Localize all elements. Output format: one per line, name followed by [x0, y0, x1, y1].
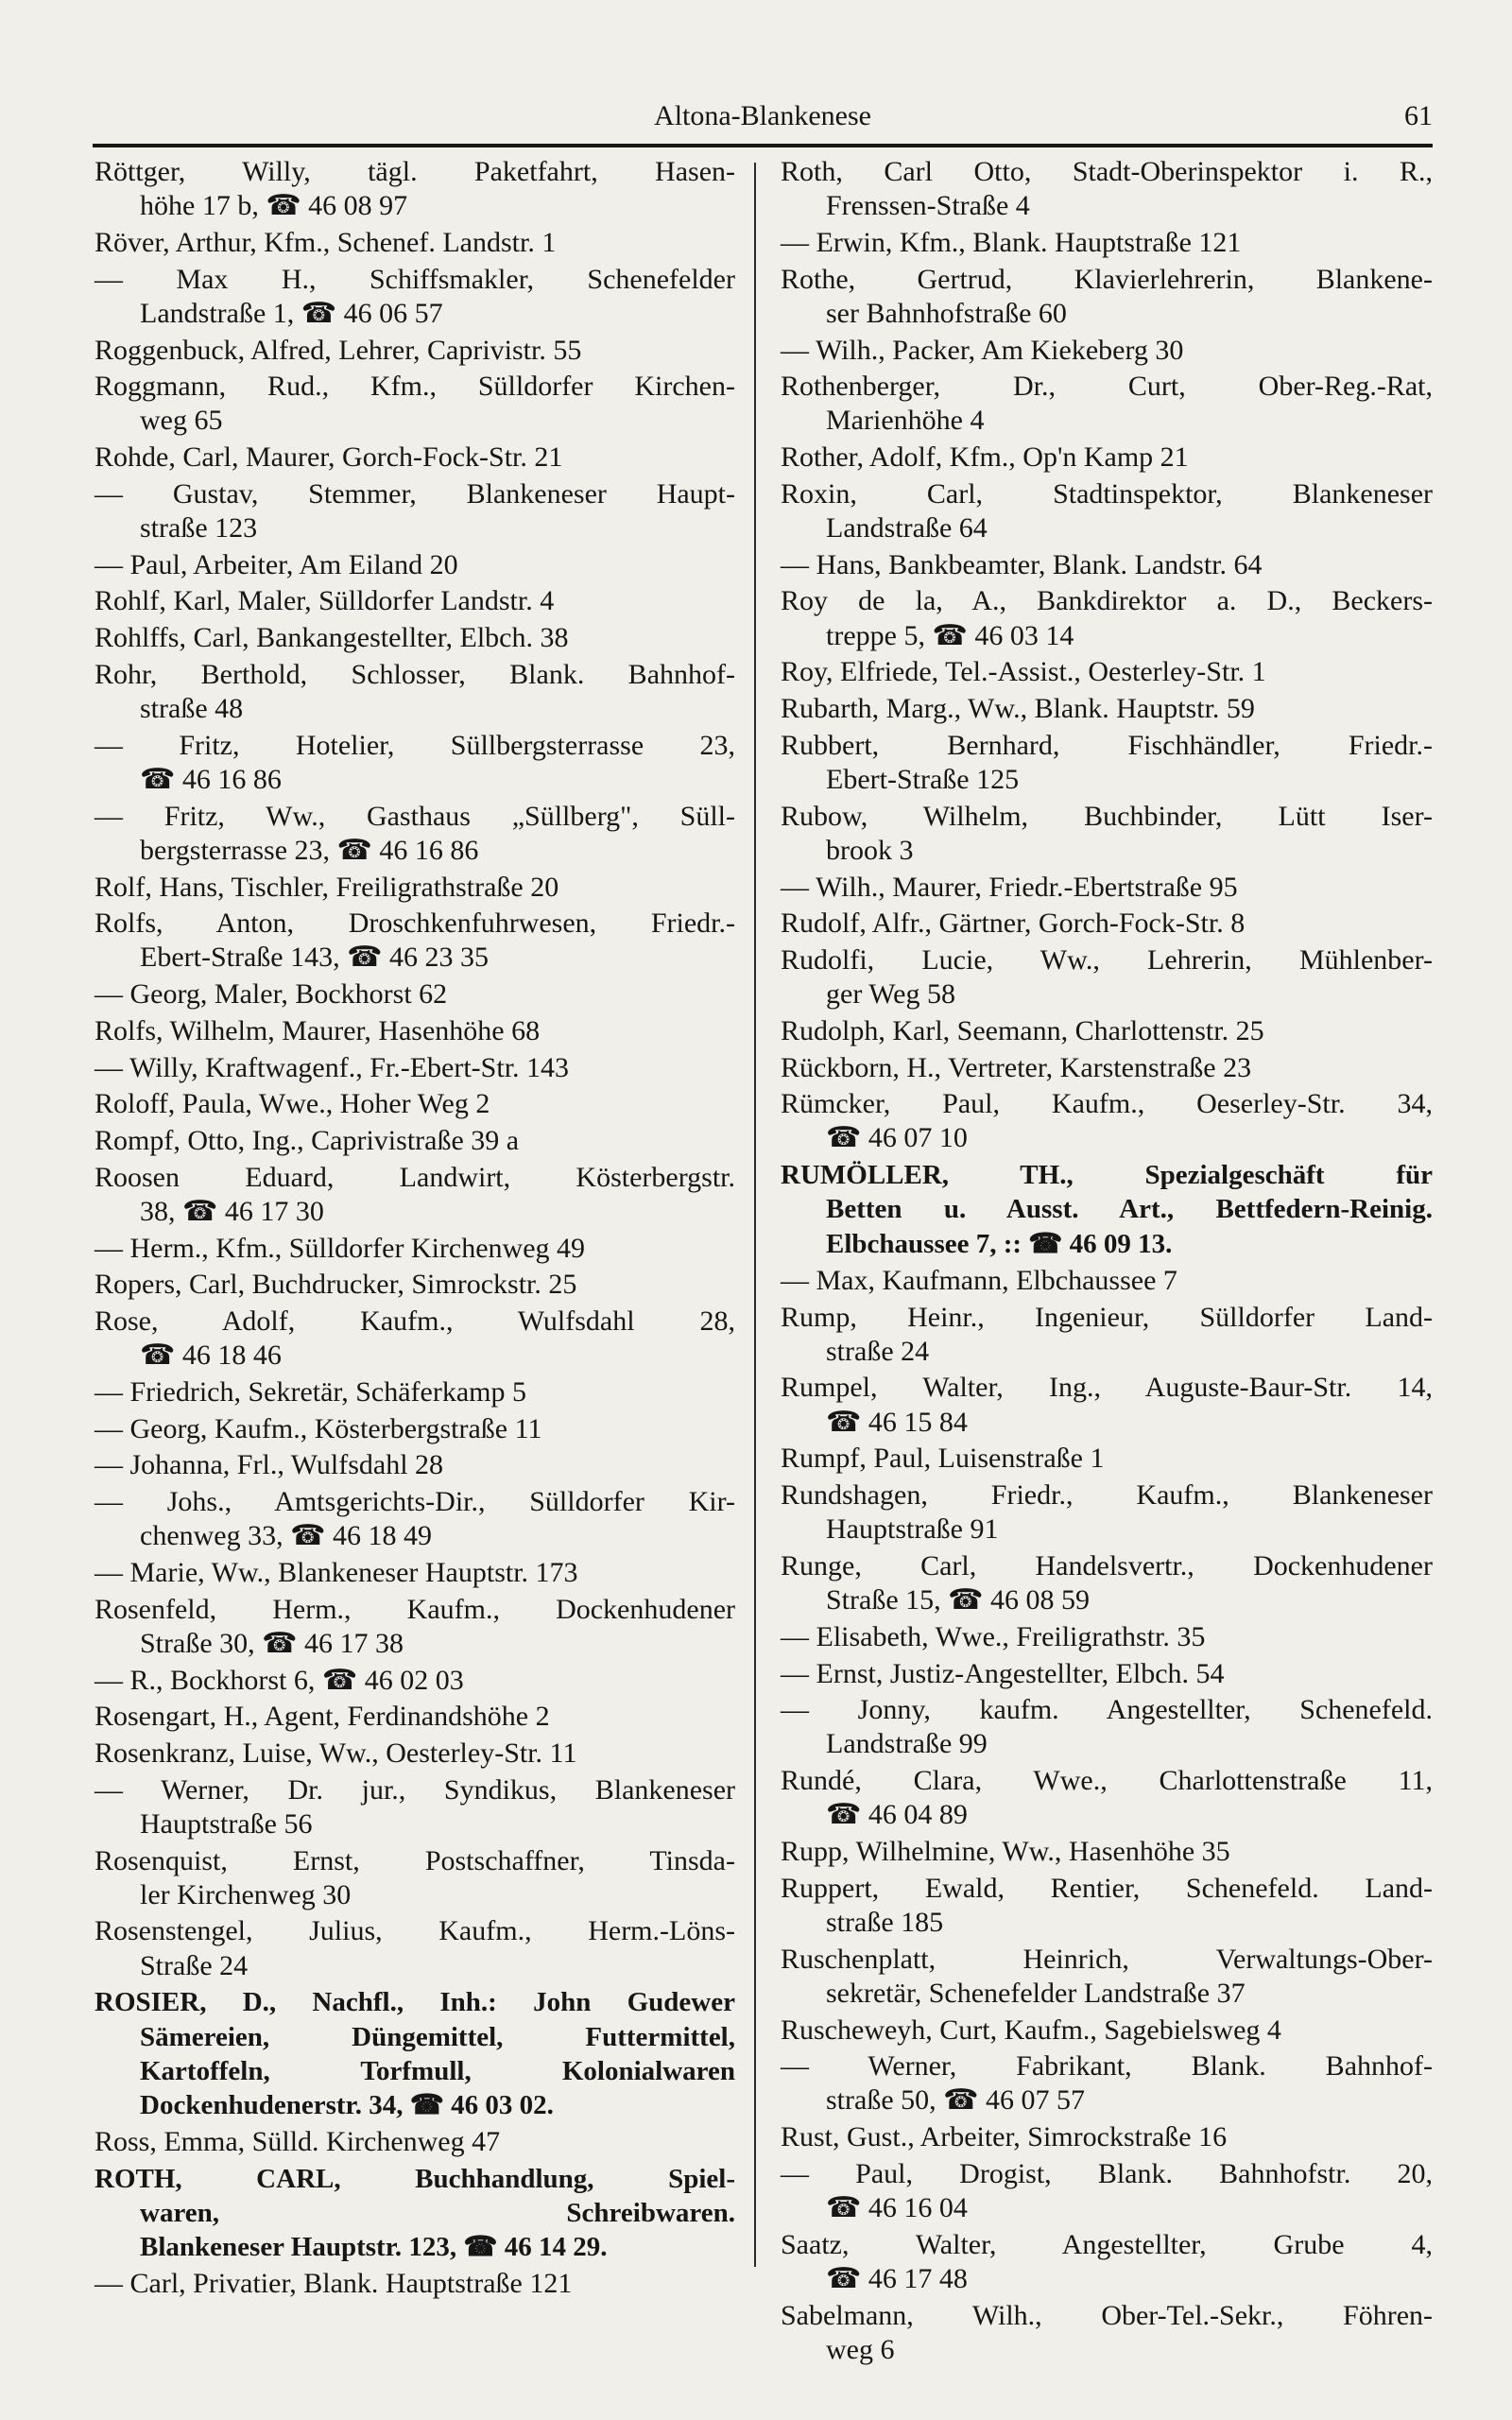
entry-line: Rudolf, Alfr., Gärtner, Gorch-Fock-Str. 8: [781, 908, 1246, 940]
directory-entry: [94, 1014, 735, 1048]
entry-line: — Hans, Bankbeamter, Blank. Landstr. 64: [781, 548, 1263, 580]
directory-entry: [781, 2299, 1433, 2367]
directory-entry: [781, 334, 1433, 368]
entry-line: — Werner, Dr. jur., Syndikus, Blankeneser: [94, 1773, 735, 1806]
entry-line: Rubbert, Bernhard, Fischhändler, Friedr.-: [781, 729, 1433, 761]
entry-line: straße 185: [826, 1906, 944, 1938]
entry-line: Frenssen-Straße 4: [826, 190, 1030, 222]
directory-entry: [781, 1442, 1433, 1476]
entry-line: — Paul, Drogist, Blank. Bahnhofstr. 20,: [781, 2157, 1433, 2189]
entry-line: — Fritz, Hotelier, Süllbergsterrasse 23,: [94, 729, 735, 761]
entry-line: Rosenkranz, Luise, Ww., Oesterley-Str. 11: [94, 1737, 577, 1769]
entry-line: — Herm., Kfm., Sülldorfer Kirchenweg 49: [94, 1232, 586, 1264]
entry-line: brook 3: [826, 834, 914, 866]
entry-line: Landstraße 99: [826, 1728, 988, 1760]
entry-line: Röttger, Willy, tägl. Paketfahrt, Hasen-: [94, 156, 735, 187]
directory-entry: [781, 2049, 1433, 2118]
entry-line: Rust, Gust., Arbeiter, Simrockstraße 16: [781, 2121, 1228, 2153]
directory-entry: [94, 263, 735, 331]
entry-line: Rosengart, H., Agent, Ferdinandshöhe 2: [94, 1701, 550, 1733]
entry-line: Runge, Carl, Handelsvertr., Dockenhudener: [781, 1549, 1433, 1582]
entry-line: RUMÖLLER, TH., Spezialgeschäft für: [781, 1160, 1433, 1191]
entry-line: ☎ 46 07 10: [826, 1122, 968, 1154]
directory-entry: [94, 1051, 735, 1085]
directory-entry: [94, 1124, 735, 1158]
directory-entry: [94, 1375, 735, 1409]
entry-line: Ruppert, Ewald, Rentier, Schenefeld. Land-: [781, 1872, 1433, 1904]
directory-entry: [781, 1264, 1433, 1298]
advertisement-entry: [781, 1158, 1433, 1261]
entry-line: Betten u. Ausst. Art., Bettfedern-Reinig.: [826, 1194, 1433, 1225]
directory-entry: [781, 1301, 1433, 1369]
directory-entry: [94, 1087, 735, 1121]
entry-line: Roggenbuck, Alfred, Lehrer, Caprivistr. 55: [94, 334, 582, 366]
entry-line: ☎ 46 18 46: [140, 1340, 282, 1372]
entry-line: — Max H., Schiffsmakler, Schenefelder: [94, 263, 735, 295]
directory-entry: [94, 548, 735, 582]
entry-line: ☎ 46 16 04: [826, 2192, 968, 2224]
entry-line: Rosenfeld, Herm., Kaufm., Dockenhudener: [94, 1593, 735, 1625]
entry-line: Rudolph, Karl, Seemann, Charlottenstr. 25: [781, 1014, 1264, 1046]
directory-entry: [781, 1014, 1433, 1048]
entry-line: ser Bahnhofstraße 60: [826, 297, 1067, 329]
directory-entry: [94, 334, 735, 368]
entry-line: höhe 17 b, ☎ 46 08 97: [140, 190, 408, 222]
entry-line: Landstraße 64: [826, 512, 988, 544]
directory-entry: [94, 477, 735, 545]
entry-line: Roosen Eduard, Landwirt, Kösterbergstr.: [94, 1161, 735, 1193]
entry-line: Ruscheweyh, Curt, Kaufm., Sagebielsweg 4: [781, 2014, 1281, 2046]
running-title: Altona-Blankenese: [654, 100, 871, 131]
directory-entry: [94, 370, 735, 438]
entry-line: Ross, Emma, Sülld. Kirchenweg 47: [94, 2126, 501, 2158]
directory-entry: [781, 1549, 1433, 1617]
entry-line: Rolfs, Anton, Droschkenfuhrwesen, Friedr.-: [94, 908, 735, 940]
entry-line: ☎ 46 15 84: [826, 1406, 968, 1438]
entry-line: straße 50, ☎ 46 07 57: [826, 2084, 1085, 2117]
entry-line: Rümcker, Paul, Kaufm., Oeserley-Str. 34,: [781, 1088, 1433, 1120]
entry-line: — Ernst, Justiz-Angestellter, Elbch. 54: [781, 1657, 1225, 1689]
directory-entry: [94, 800, 735, 868]
directory-entry: [94, 1232, 735, 1266]
entry-line: bergsterrasse 23, ☎ 46 16 86: [140, 834, 479, 866]
entry-line: — Wilh., Packer, Am Kiekeberg 30: [781, 334, 1184, 366]
entry-line: Blankeneser Hauptstr. 123, ☎ 46 14 29.: [140, 2232, 608, 2263]
entry-line: — Max, Kaufmann, Elbchaussee 7: [781, 1264, 1177, 1296]
directory-entry: [94, 1700, 735, 1734]
directory-entry: [781, 1371, 1433, 1439]
entry-line: straße 48: [140, 693, 244, 725]
directory-entry: [781, 1872, 1433, 1940]
entry-line: Ruschenplatt, Heinrich, Verwaltungs-Ober-: [781, 1943, 1433, 1975]
directory-entry: [781, 655, 1433, 689]
entry-line: Sabelmann, Wilh., Ober-Tel.-Sekr., Föhren-: [781, 2299, 1433, 2331]
directory-entry: [94, 871, 735, 905]
directory-entry: [781, 1693, 1433, 1761]
directory-entry: [781, 1620, 1433, 1654]
directory-entry: [94, 1844, 735, 1912]
entry-line: Rückborn, H., Vertreter, Karstenstraße 23: [781, 1051, 1252, 1083]
directory-entry: [94, 977, 735, 1011]
directory-entry: [781, 155, 1433, 223]
directory-entry: [781, 477, 1433, 545]
entry-line: Straße 24: [140, 1949, 249, 1981]
entry-line: Rohlffs, Carl, Bankangestellter, Elbch. 38: [94, 622, 569, 654]
directory-entry: [781, 441, 1433, 475]
column-divider: [754, 163, 756, 2267]
entry-line: Sämereien, Düngemittel, Futtermittel,: [140, 2021, 735, 2052]
entry-line: — Elisabeth, Wwe., Freiligrathstr. 35: [781, 1620, 1206, 1652]
entry-line: Rump, Heinr., Ingenieur, Sülldorfer Land-: [781, 1301, 1433, 1333]
entry-line: Rose, Adolf, Kaufm., Wulfsdahl 28,: [94, 1305, 735, 1337]
entry-line: ROTH, CARL, Buchhandlung, Spiel-: [94, 2163, 735, 2194]
entry-line: Rosenstengel, Julius, Kaufm., Herm.-Löns-: [94, 1915, 735, 1947]
entry-line: chenweg 33, ☎ 46 18 49: [140, 1520, 432, 1552]
entry-line: 38, ☎ 46 17 30: [140, 1195, 324, 1227]
directory-entry: [781, 2228, 1433, 2296]
directory-entry: [781, 2157, 1433, 2225]
directory-entry: [94, 2267, 735, 2301]
entry-line: Saatz, Walter, Angestellter, Grube 4,: [781, 2228, 1433, 2260]
directory-entry: [781, 1478, 1433, 1547]
entry-line: Rolfs, Wilhelm, Maurer, Hasenhöhe 68: [94, 1014, 541, 1046]
directory-entry: [94, 2125, 735, 2159]
directory-entry: [781, 1087, 1433, 1155]
directory-entry: [781, 548, 1433, 582]
entry-line: straße 123: [140, 512, 258, 544]
entry-line: ROSIER, D., Nachfl., Inh.: John Gudewer: [94, 1987, 735, 2018]
directory-entry: [94, 584, 735, 618]
entry-line: Rumpel, Walter, Ing., Auguste-Baur-Str. 14,: [781, 1372, 1433, 1404]
entry-line: Rundé, Clara, Wwe., Charlottenstraße 11,: [781, 1765, 1433, 1797]
directory-entry: [781, 370, 1433, 438]
entry-line: Marienhöhe 4: [826, 405, 985, 437]
directory-entry: [94, 1268, 735, 1302]
page-number: 61: [1404, 100, 1433, 131]
entry-line: Straße 30, ☎ 46 17 38: [140, 1627, 404, 1659]
entry-line: Rothenberger, Dr., Curt, Ober-Reg.-Rat,: [781, 371, 1433, 403]
entry-line: Rothe, Gertrud, Klavierlehrerin, Blankene-: [781, 263, 1433, 295]
entry-line: Rudolfi, Lucie, Ww., Lehrerin, Mühlenber-: [781, 943, 1433, 976]
entry-line: — Gustav, Stemmer, Blankeneser Haupt-: [94, 477, 735, 510]
entry-line: Rubow, Wilhelm, Buchbinder, Lütt Iser-: [781, 800, 1433, 832]
entry-line: Rompf, Otto, Ing., Caprivistraße 39 a: [94, 1124, 520, 1156]
right-column: [781, 155, 1433, 2370]
entry-line: — Erwin, Kfm., Blank. Hauptstraße 121: [781, 226, 1242, 258]
entry-line: — Friedrich, Sekretär, Schäferkamp 5: [94, 1375, 526, 1408]
directory-entry: [781, 263, 1433, 331]
entry-line: Rother, Adolf, Kfm., Op'n Kamp 21: [781, 441, 1189, 474]
directory-entry: [94, 1664, 735, 1698]
entry-line: Röver, Arthur, Kfm., Schenef. Landstr. 1: [94, 226, 557, 258]
directory-entry: [781, 800, 1433, 868]
entry-line: Elbchaussee 7, :: ☎ 46 09 13.: [826, 1228, 1173, 1259]
entry-line: Roy de la, A., Bankdirektor a. D., Beckers-: [781, 585, 1433, 617]
entry-line: — Willy, Kraftwagenf., Fr.-Ebert-Str. 143: [94, 1051, 570, 1083]
entry-line: — Paul, Arbeiter, Am Eiland 20: [94, 548, 458, 580]
entry-line: ☎ 46 17 48: [826, 2262, 968, 2294]
directory-entry: [781, 1051, 1433, 1085]
entry-line: Landstraße 1, ☎ 46 06 57: [140, 297, 443, 329]
directory-entry: [781, 907, 1433, 941]
entry-line: — Marie, Ww., Blankeneser Hauptstr. 173: [94, 1556, 578, 1588]
directory-entry: [94, 1485, 735, 1553]
entry-line: waren, Schreibwaren.: [140, 2198, 735, 2229]
entry-line: straße 24: [826, 1335, 930, 1367]
entry-line: Rohde, Carl, Maurer, Gorch-Fock-Str. 21: [94, 441, 563, 474]
advertisement-entry: [94, 2162, 735, 2265]
header-rule: [93, 144, 1433, 147]
entry-line: Roth, Carl Otto, Stadt-Oberinspektor i. R.,: [781, 156, 1433, 187]
entry-line: ler Kirchenweg 30: [140, 1878, 352, 1910]
directory-entry: [94, 907, 735, 975]
entry-line: Rubarth, Marg., Ww., Blank. Hauptstr. 59: [781, 693, 1255, 725]
entry-line: Ebert-Straße 125: [826, 763, 1020, 795]
entry-line: — R., Bockhorst 6, ☎ 46 02 03: [94, 1664, 464, 1696]
entry-line: Hauptstraße 56: [140, 1807, 313, 1840]
entry-line: treppe 5, ☎ 46 03 14: [826, 619, 1074, 651]
entry-line: Rosenquist, Ernst, Postschaffner, Tinsda-: [94, 1844, 735, 1876]
directory-entry: [781, 943, 1433, 1011]
entry-line: — Werner, Fabrikant, Blank. Bahnhof-: [781, 2050, 1433, 2083]
directory-entry: [781, 2120, 1433, 2154]
advertisement-entry: [94, 1985, 735, 2122]
directory-entry: [94, 658, 735, 726]
entry-line: weg 6: [826, 2333, 895, 2365]
entry-line: — Georg, Maler, Bockhorst 62: [94, 978, 448, 1011]
directory-entry: [94, 1737, 735, 1771]
entry-line: Hauptstraße 91: [826, 1513, 999, 1546]
entry-line: — Wilh., Maurer, Friedr.-Ebertstraße 95: [781, 871, 1238, 903]
entry-line: Rohr, Berthold, Schlosser, Blank. Bahnhof-: [94, 658, 735, 690]
directory-entry: [94, 1161, 735, 1229]
directory-entry: [781, 1657, 1433, 1691]
entry-line: Roloff, Paula, Wwe., Hoher Weg 2: [94, 1088, 490, 1120]
directory-entry: [94, 1593, 735, 1661]
entry-line: — Jonny, kaufm. Angestellter, Schenefeld.: [781, 1694, 1433, 1726]
directory-entry: [781, 584, 1433, 652]
directory-entry: [781, 1835, 1433, 1869]
entry-line: Rohlf, Karl, Maler, Sülldorfer Landstr. 4: [94, 585, 555, 617]
directory-entry: [94, 1305, 735, 1373]
directory-entry: [94, 1412, 735, 1446]
entry-line: — Georg, Kaufm., Kösterbergstraße 11: [94, 1412, 542, 1444]
directory-entry: [781, 1943, 1433, 2011]
entry-line: Rundshagen, Friedr., Kaufm., Blankeneser: [781, 1479, 1433, 1512]
entry-line: ☎ 46 04 89: [826, 1799, 968, 1831]
directory-entry: [94, 621, 735, 655]
left-column: [94, 155, 735, 2304]
entry-line: — Johanna, Frl., Wulfsdahl 28: [94, 1449, 444, 1481]
entry-line: Rupp, Wilhelmine, Ww., Hasenhöhe 35: [781, 1836, 1230, 1868]
directory-entry: [94, 729, 735, 797]
entry-line: Kartoffeln, Torfmull, Kolonialwaren: [140, 2055, 735, 2086]
directory-entry: [781, 692, 1433, 726]
entry-line: — Fritz, Ww., Gasthaus „Süllberg", Süll-: [94, 800, 735, 832]
entry-line: Roxin, Carl, Stadtinspektor, Blankeneser: [781, 477, 1433, 510]
directory-entry: [94, 1914, 735, 1982]
directory-entry: [94, 1773, 735, 1841]
page-header: [93, 95, 1433, 147]
directory-entry: [94, 1556, 735, 1590]
directory-entry: [781, 871, 1433, 905]
entry-line: Roy, Elfriede, Tel.-Assist., Oesterley-Str. 1: [781, 656, 1266, 688]
entry-line: weg 65: [140, 405, 223, 437]
directory-entry: [94, 155, 735, 223]
directory-entry: [94, 226, 735, 260]
directory-entry: [781, 1764, 1433, 1832]
entry-line: Rolf, Hans, Tischler, Freiligrathstraße 20: [94, 871, 559, 903]
directory-entry: [781, 729, 1433, 797]
entry-line: Straße 15, ☎ 46 08 59: [826, 1584, 1091, 1616]
directory-entry: [781, 226, 1433, 260]
entry-line: sekretär, Schenefelder Landstraße 37: [826, 1977, 1246, 2009]
entry-line: Rumpf, Paul, Luisenstraße 1: [781, 1443, 1105, 1475]
entry-line: Ebert-Straße 143, ☎ 46 23 35: [140, 942, 489, 974]
entry-line: ger Weg 58: [826, 978, 955, 1011]
directory-entry: [94, 441, 735, 475]
entry-line: — Johs., Amtsgerichts-Dir., Sülldorfer Kir-: [94, 1486, 735, 1518]
directory-entry: [94, 1448, 735, 1482]
entry-line: — Carl, Privatier, Blank. Hauptstraße 121: [94, 2268, 573, 2300]
entry-line: ☎ 46 16 86: [140, 763, 282, 795]
entry-line: Dockenhudenerstr. 34, ☎ 46 03 02.: [140, 2089, 554, 2120]
entry-line: Ropers, Carl, Buchdrucker, Simrockstr. 25: [94, 1269, 577, 1301]
entry-line: Roggmann, Rud., Kfm., Sülldorfer Kirchen-: [94, 371, 735, 403]
directory-entry: [781, 2014, 1433, 2048]
